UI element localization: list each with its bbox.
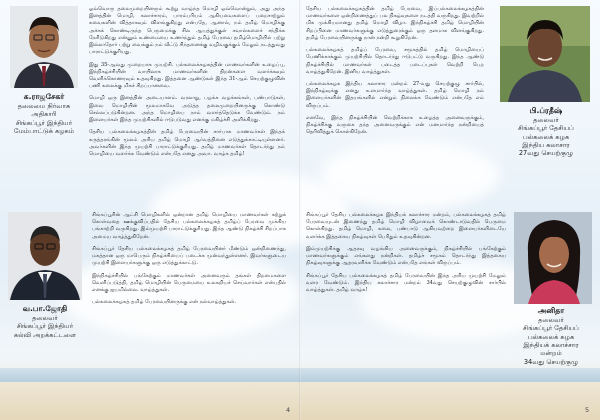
person-title-line: கல்வி அறக்கட்டளை: [13, 330, 77, 339]
paragraph: சிங்கப்பூர் தேசிய பல்கலைக்கழகத் தமிழ் பேரவையினர் மீண்டும் ஒன்றிணைந்து, மகத்தான ஒரு மாபெரும் நிகழ்ச்சியைப் படைக்க முன்வந்துள்ளனர். இவர்களுடைய முயற்சி இளையர்களுக்கு ஒரு எடுத்துக்காட்டு.: [92, 245, 286, 267]
paragraph: தேசிய பல்கலைக்கழகத்தின் தமிழ் பேரவையின் சார்பாக மாணவர்கள் இந்தக் கருத்தரங்கின் மூலம் அரிய தமிழ் மொழி ஆர்வத்தினை எடுத்துக்காட்டியுள்ளனர். அவர்களின் இந்த முயற்சி பாராட்டுக்குரியது. தமிழ் மாணவர்கள் தொடர்ந்து நம் மொழியை வளர்க்க வேண்டும் என்பதே எனது அவா. வாழ்க தமிழ்!: [89, 129, 285, 157]
person-title-line: 34வது செயற்குழு: [523, 357, 579, 366]
person-title-line: இந்தியக் கலாச்சார: [523, 341, 579, 350]
person-title-line: பல்கலைக் கழக: [522, 132, 570, 141]
portrait-photo-anitha: [514, 212, 592, 304]
portrait-photo-jothi: [8, 212, 82, 300]
paragraph: இது 35-ஆவது முறையாக முயற்சி. பல்கலைக்கழகத்தின் மாணவர்களின் உழைப்பு, இந்நிகழ்ச்சியின் வாயிலாக மாணவர்களின் திறன்களை வளர்க்கவும் வெளிக்கொணரவும் உதவுகிறது. இத்தனை ஆண்டுகள் இந்த 31-ஆம் செயற்குழுவின் பணி கலைக்கு மிகச் சிறப்பானவை.: [89, 61, 285, 90]
person-title-line: தலைவர்: [533, 115, 559, 124]
paragraph: எனவே, இந்த நிகழ்ச்சியின் வெற்றிக்காக உழைத்த அனைவருக்கும், நிகழ்ச்சிக்கு வருகை தந்த அனைவருக்கும் என் மனமார்ந்த நன்றியைத் தெரிவித்துக் கொள்கிறேன்.: [306, 114, 484, 136]
caption-anitha: [502, 306, 600, 366]
caption-jothi: [4, 304, 86, 339]
person-title-line: சிங்கப்பூர் தேசியப்: [523, 324, 579, 333]
person-name: பி.ப்ரதீஷ்: [529, 106, 563, 115]
paragraph: பல்கலைக்கழக இந்திய கலாசார மன்றம் 27-வது செயற்குழு சார்பில், இந்நிகழ்வுக்கு எனது உளமார்ந்த வாழ்த்துகள். தமிழ் மொழி நம் இளையர்களின் இதயங்களில் என்றும் நிலைக்க வேண்டும் என்பதே எம் விருப்பம்.: [306, 80, 484, 109]
message-text-block: [306, 212, 506, 299]
person-title-line: 27வது செயற்குழு: [518, 149, 574, 158]
person-title-line: தலைவர்: [538, 315, 564, 324]
person-title-line: தலைவர்: [32, 313, 58, 322]
person-name: அனிதா: [537, 306, 565, 315]
paragraph: மொழி ஒரு இனத்தின் அடையாளம். வரலாறு, பழக்க வழக்கங்கள், பண்பாடுகள், இவை மொழியின் மூலமாகவே அடுத்த தலைமுறையினருக்கு கொண்டு செல்லப்படுகின்றன. அந்த மொழியை நாம் வளர்த்தெடுக்க வேண்டும். நம் இளையர்கள் இந்த முயற்சிகளில் ஈடுபடுவது எனக்கு மகிழ்ச்சி அளிக்கிறது.: [89, 95, 285, 124]
message-text-block: [92, 212, 286, 311]
message-text-block: [306, 6, 484, 142]
cloud: [320, 140, 500, 210]
paragraph: சிங்கப்பூர் தேசிய பல்கலைக்கழகத் தமிழ் பேரவையின் இந்த அரிய முயற்சி மேலும் வளர வேண்டும். இந்திய கலாச்சார மன்றம் 34வது செயற்குழுவின் சார்பில் வாழ்த்துகள். தமிழ் வாழ்க!: [306, 272, 506, 293]
caption-pradeesh: [496, 106, 596, 158]
paragraph: சிங்கப்பூர் தேசிய பல்கலைக்கழக இந்தியக் கலாச்சார மன்றம், பல்கலைக்கழகத் தமிழ் பேரவையுடன் இணைந்து தமிழ் மொழி விழாவைக் கொண்டாடுவதில் பெருமை கொள்கிறது. தமிழ் மொழி, கலை, பண்பாடு ஆகியவற்றை இளையர்களிடையே வளர்க்க இத்தகைய நிகழ்வுகள் பெரிதும் உதவுகின்றன.: [306, 212, 506, 240]
person-title-line: மன்றம்: [540, 349, 562, 358]
person-name: க.ராஜசேகர்: [23, 92, 65, 101]
caption-rajasekar: [4, 92, 84, 135]
person-title-line: இந்திய கலாசார: [522, 141, 570, 150]
person-title-line: பல்கலைக் கழக: [527, 332, 575, 341]
paragraph: சிங்கப்பூரின் ஆட்சி மொழிகளில் ஒன்றான தமிழ் மொழியை மாணவர்கள் கற்றுக் கொள்வதை ஊக்குவிப்பதில் தேசிய பல்கலைக்கழகத் தமிழ்ப் பேரவை முக்கிய பங்காற்றி வருகிறது. இம்முயற்சி பாராட்டுக்குரியது. இந்த ஆண்டு நிகழ்ச்சி சிறப்பாக அமைய வாழ்த்துகிறேன்.: [92, 212, 286, 240]
portrait-photo-rajasekar: [10, 6, 78, 88]
message-text-block: [89, 6, 285, 163]
paragraph: தேசிய பல்கலைக்கழகத்தின் தமிழ் பேரவை, இப்பல்கலைக்கழகத்தின் மாணவர்களை ஒன்றிணைத்துப் பல நிகழ்வுகளை நடத்தி வருகிறது. இவற்றில் மிக முக்கியமானது தமிழ் மொழி விழா. இந்நிகழ்ச்சி தமிழ் மொழியின் சிறப்பினை மாணவர்களுக்கு எடுத்துரைக்கும் ஒரு தளமாக விளங்குகிறது. தமிழ் பேரவையினருக்கு நான் நன்றி கூறுகிறேன்.: [306, 6, 484, 41]
page-number-right: 5: [585, 406, 590, 414]
paragraph: இந்நிகழ்ச்சியில் பங்கேற்கும் மாணவர்கள் அனைவரும் தங்கள் திறமைகளை வெளிப்படுத்தி, தமிழ் மொழியின் பெருமையை உலகறியச் செய்வார்கள் என்பதில் எனக்கு ஐயமில்லை. வாழ்த்துகள்.: [92, 272, 286, 293]
person-title-line: தலைமை நிர்வாக: [17, 101, 71, 110]
paragraph: ஓவ்வொரு தலைமுறையினரும் கூற்று வாழ்ந்த மொழி ஒவ்வொன்றும், அது அந்த இனத்தின் மொழி, கலாச்சாரம், பாரம்பரியம் ஆகியவைகளைப் பறைசாற்றும் சுவைகளின் வித்தாகவும் விளங்குகிறது என்பதே, ஆனால், நம் தமிழ் மொழிக்கு அச்சுக் கொண்டிருந்த பெருமைக்கு சில ஆயத்துக்குள் சவால்களைச் சந்திக்க நேரிடுகிறது என்னும் உண்மையை உணர்ந்தும் தமிழ் பேரவை தமிழ்மொழியில் பற்று இல்லாதோர் பற்று வைக்கும் நம் வீட்டு சிந்தனைக்கு வழிவகுக்கும் மேலும் நடத்துவது பாராட்டுக்குரியது.: [89, 6, 285, 56]
person-title-line: சிங்கப்பூர் தேசியப்: [518, 124, 574, 133]
page-number-left: 4: [286, 406, 291, 414]
page-fold: [299, 0, 301, 420]
portrait-photo-pradeesh: [500, 6, 590, 102]
paragraph: பல்கலைக்கழகத் தமிழ்ப் பேரவை, சமூகத்தில் தமிழ் மொழியைப் பேணிக்காக்கும் முயற்சியில் தொடர்ந்து ஈடுபட்டு வருகிறது. இந்த ஆண்டு நிகழ்ச்சியில் மாணவர்கள் படைத்த படைப்புகள் வெற்றி பெற வாழ்த்துகிறேன். இனிய வாழ்த்துகள்.: [306, 47, 484, 75]
person-name: வ.பா.ஜோதி: [22, 304, 68, 313]
person-title-line: மேம்பாட்டுக் கழகம்: [13, 127, 75, 136]
person-title-line: அதிகாரி: [31, 110, 57, 119]
paragraph: இம்முயற்சிக்கு ஆதரவு வழங்கிய அனைவருக்கும், நிகழ்ச்சியில் பங்கேற்கும் மாணவர்களுக்கும் எங்களது நன்றிகள். தமிழ்ச் சமூகம் தொடர்ந்து இத்தகைய நிகழ்வுகளுக்கு ஆதரவளிக்க வேண்டும் என்பதே எங்கள் விருப்பம்.: [306, 245, 506, 267]
paragraph: பல்கலைக்கழகத் தமிழ் பேரவையினருக்கு என் நல்வாழ்த்துகள்.: [92, 299, 237, 306]
person-title-line: சிங்கப்பூர் இந்தியர்: [15, 118, 73, 127]
person-title-line: சிங்கப்பூர் இந்தியர்: [16, 322, 74, 331]
